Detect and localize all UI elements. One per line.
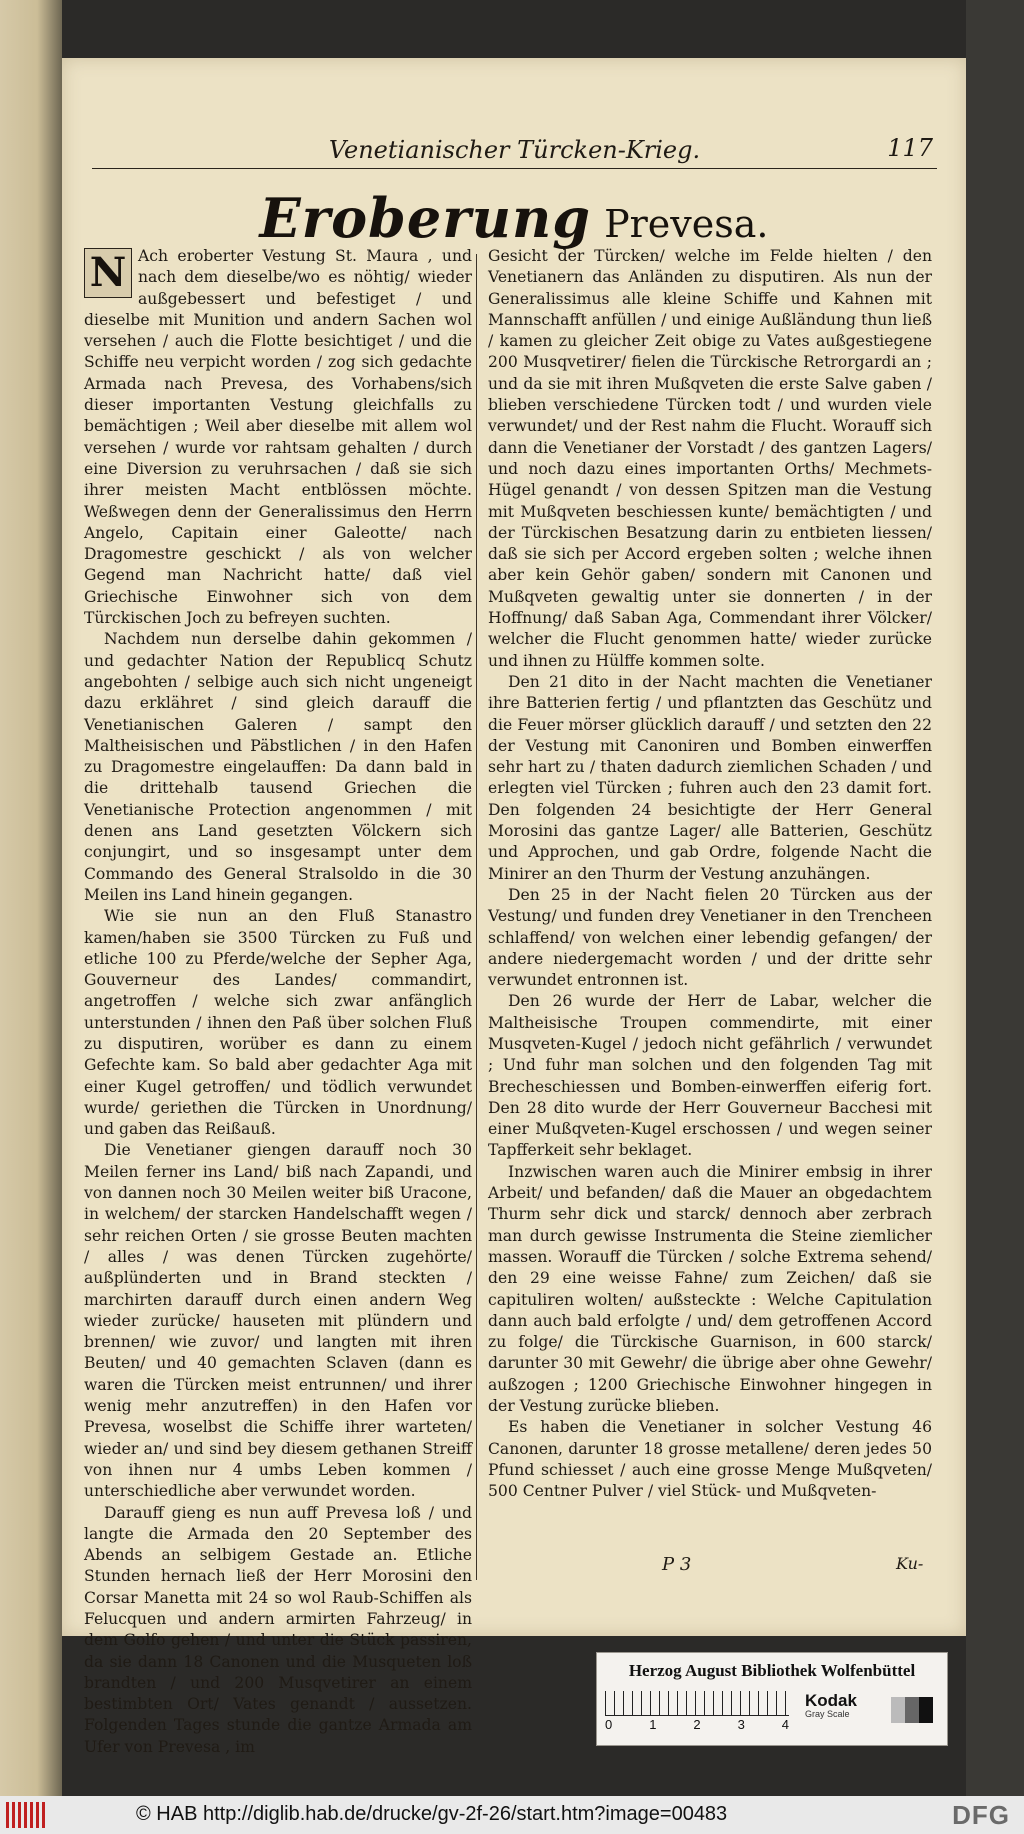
gray-scale-swatch: [877, 1697, 933, 1723]
ruler-label: 1: [649, 1717, 657, 1732]
ruler-label: 4: [781, 1717, 789, 1732]
paragraph: Den 26 wurde der Herr de Labar, welcher die Maltheisische Troupen commendirte, mit einer Musqveten-Kugel / jedoch nicht gefährlich / verwundet ; Und fuhr man solchen und den folgenden Tag mit Brecheschiessen und Bomben-einwerffen eiferig fort. Den 28 dito wurde der Herr Gouverneur Bacchesi mit einer Mußqveten-Kugel erschossen / und wegen seiner Tapfferkeit sehr beklaget.: [488, 992, 932, 1160]
title-main: Eroberung: [259, 186, 591, 250]
paragraph: Den 21 dito in der Nacht machten die Venetianer ihre Batterien fertig / und pflantzten das Geschütz und die Feuer mörser glücklich darauff / und setzten den 22 der Vestung mit Canoniren und Bomben einwerffen sehr hart zu / thaten dadurch ziemlichen Schaden / und erlegten viel Türcken ; fuhren auch den 23 damit fort. Den folgenden 24 besichtigte der Herr General Morosini das gantze Lager/ alle Batterien, Geschütz und Approchen, und gab Ordre, folgende Nacht die Minirer an den Thurm der Vestung anzuhängen.: [488, 672, 932, 883]
paragraph-text: Ach eroberter Vestung St. Maura , und nach dem dieselbe/wo es nöhtig/ wieder außgebessert und befestiget / und dieselbe mit Munition und andern Sachen wol versehen / auch die Flotte besichtiget / und die Schiffe neu verpicht worden / zog sich gedachte Armada nach Prevesa, des Vorhabens/sich dieser importanten Vestung gleichfalls zu bemächtigen ; Weil aber dieselbe mit allem wol versehen / wurde vor rahtsam gehalten / durch eine Diversion zu veruhrsachen / daß sie sich ihrer meisten Macht entblössen möchte. Weßwegen denn der Generalissimus den Herrn Angelo, Capitain einer Galeotte/ nach Dragomestre geschickt / als von welcher Gegend man Nachricht hatte/ daß viel Griechische Einwohner sich von dem Türckischen Joch zu befreyen suchten.: [84, 247, 472, 628]
title-sub: Prevesa.: [604, 202, 769, 246]
right-column: [488, 246, 932, 1503]
page-header: [92, 134, 937, 169]
paragraph: Den 25 in der Nacht fielen 20 Türcken aus der Vestung/ und funden drey Venetianer in den Trencheen schlaffend/ von welchen einer lebendig gefangen/ der andere niedergemacht worden / und der dritte sehr verwundet entronnen ist.: [488, 885, 932, 990]
chapter-title: [62, 186, 966, 250]
paragraph: Darauff gieng es nun auff Prevesa loß / und langte die Armada den 20 September des Abends an selbigem Gestade an. Etliche Stunden hernach ließ der Herr Morosini den Corsar Manetta mit 24 so wol Raub-Schiffen als Felucquen und andern armirten Fahrzeug/ in dem Golfo gehen / und unter die Stück passiren, da sie dann 18 Canonen und die Musqueten loß brandten / und 200 Musqvetirer an einem bestimbten Ort/ Vates genandt / aussetzen. Folgenden Tages stunde die gantze Armada am Ufer von Prevesa , im: [84, 1503, 472, 1756]
drop-cap: N: [84, 248, 132, 298]
paragraph: Es haben die Venetianer in solcher Vestung 46 Canonen, darunter 18 grosse metallene/ deren jedes 50 Pfund schiesset / auch eine grosse Menge Mußqveten/ 500 Centner Pulver / viel Stück- und Mußqveten-: [488, 1418, 932, 1501]
paragraph: [84, 246, 472, 629]
viewer-footer: [0, 1796, 1024, 1834]
scan-background: [966, 0, 1024, 1834]
ruler-label: 2: [693, 1717, 701, 1732]
page-number: 117: [887, 134, 933, 162]
dfg-logo: DFG: [952, 1800, 1010, 1830]
adjacent-page-edge: [0, 0, 62, 1834]
catchword: Ku-: [896, 1554, 924, 1573]
paragraph: Gesicht der Türcken/ welche im Felde hielten / den Venetianern das Anländen zu disputiren. Als nun der Generalissimus alle kleine Schiffe und Kahnen mit Mannschafft anfüllen / und einige Außländung thun ließ / kamen zu gleicher Zeit obige zu Vates außgestiegene 200 Musqvetirer/ fielen die Türckische Retrorgardi an ; und da sie mit ihren Mußqveten die erste Salve gaben / blieben verschiedene Türcken todt / und wurden viele verwundet/ und der Rest nahm die Flucht. Worauff sich dann die Venetianer der Vorstadt / des gantzen Lagers/ und noch dazu eines importanten Orths/ Mechmets-Hügel genandt / von dessen Spitzen man die Vestung mit Mußqveten beschiessen kunte/ bemächtigten / und der Türckischen Besatzung darin zu entbieten liessen/ daß sie sich per Accord ergeben solten ; welche ihnen aber kein Gehör gaben/ sondern mit Canonen und Mußqveten gewaltig unter sie donnerten / in der Hoffnung/ daß Saban Aga, Commendant ihrer Völcker/ welcher die Flucht genommen hatte/ wieder zurücke und ihnen zu Hülffe kommen solte.: [488, 247, 932, 670]
ruler-label: 0: [605, 1717, 613, 1732]
paragraph: Wie sie nun an den Fluß Stanastro kamen/haben sie 3500 Türcken zu Fuß und etliche 100 zu Pferde/welche der Sepher Aga, Gouverneur des Landes/ commandirt, angetroffen / welche sich zwar anfänglich unterstunden / ihnen den Paß über solchen Fluß zu disputiren, worüber es dann zu einem Gefechte kam. So bald aber gedachter Aga mit einer Kugel getroffen/ und tödlich verwundet wurde/ geriethen die Türcken in Unordnung/ und gaben das Reißauß.: [84, 907, 472, 1139]
left-column: [84, 246, 472, 1758]
paragraph: Die Venetianer giengen darauff noch 30 Meilen ferner ins Land/ biß nach Zapandi, und von dannen noch 30 Meilen weiter biß Uracone, in welchem/ der starcken Handelschafft wegen / sehr reichen Orten / sie grosse Beuten machten / alles / was denen Türcken zugehörte/ außplünderten und in Brand steckten / marchirten darauff durch einen andern Weg wieder zurücke/ hauseten mit plündern und brennen/ wie zuvor/ und langten mit ihren Beuten/ und 40 gemachten Sclaven (dann es waren die Türcken meist entrunnen/ und ihrer wenig mehr anzutreffen) in den Hafen vor Prevesa, woselbst die Schiffe ihrer warteten/ wieder an/ und sind bey diesem gethanen Streiff von ihnen nur 4 umbs Leben kommen / unterschiedliche aber verwundet worden.: [84, 1141, 472, 1501]
ruler-label: 3: [737, 1717, 745, 1732]
library-name: Herzog August Bibliothek Wolfenbüttel: [628, 1661, 916, 1680]
kodak-brand: Kodak: [805, 1691, 857, 1710]
hab-logo-icon: [6, 1802, 46, 1828]
paragraph: Inzwischen waren auch die Minirer embsig in ihrer Arbeit/ und befanden/ daß die Mauer an obgedachtem Thurm sehr dick und starck/ dennoch aber zerbrach man durch gewisse Instrumenta die Steine ziemlicher massen. Worauff die Türcken / solche Extrema sehend/ den 29 eine weisse Fahne/ zum Zeichen/ daß sie capituliren wolten/ außsteckte : Welche Capitulation dann auch bald erfolgte / und/ dem getroffenen Accord zu folge/ die Türckische Guarnison, in 600 starck/ darunter 30 mit Gewehr/ die übrige aber ohne Gewehr/ außzogen ; 1200 Griechische Einwohner hingegen in der Vestung zurücke blieben.: [488, 1162, 932, 1416]
source-url[interactable]: © HAB http://diglib.hab.de/drucke/gv-2f-26/start.htm?image=00483: [136, 1803, 728, 1825]
ruler-labels: [605, 1717, 789, 1732]
column-divider: [476, 254, 477, 1580]
running-head: Venetianischer Türcken-Krieg.: [328, 136, 701, 164]
library-color-card: [596, 1652, 948, 1746]
paragraph: Nachdem nun derselbe dahin gekommen / und gedachter Nation der Republicq Schutz angebohten / selbige auch sich nicht ungeneigt dazu erklähret / sind gleich darauff die Venetianischen Galeren / sampt den Maltheisischen und Päbstlichen / in den Hafen zu Dragomestre eingelauffen: Da dann bald in die drittehalb tausend Griechen die Venetianische Protection angenommen / mit denen ans Land gesetzten Völckern sich conjungirt, und so insgesampt unter dem Commando des General Stralsoldo in die 30 Meilen ins Land hinein gegangen.: [84, 630, 472, 904]
kodak-label: [805, 1691, 875, 1719]
gray-scale-label: Gray Scale: [805, 1709, 850, 1719]
ruler-scale: [605, 1691, 789, 1716]
signature-mark: P 3: [662, 1554, 692, 1575]
